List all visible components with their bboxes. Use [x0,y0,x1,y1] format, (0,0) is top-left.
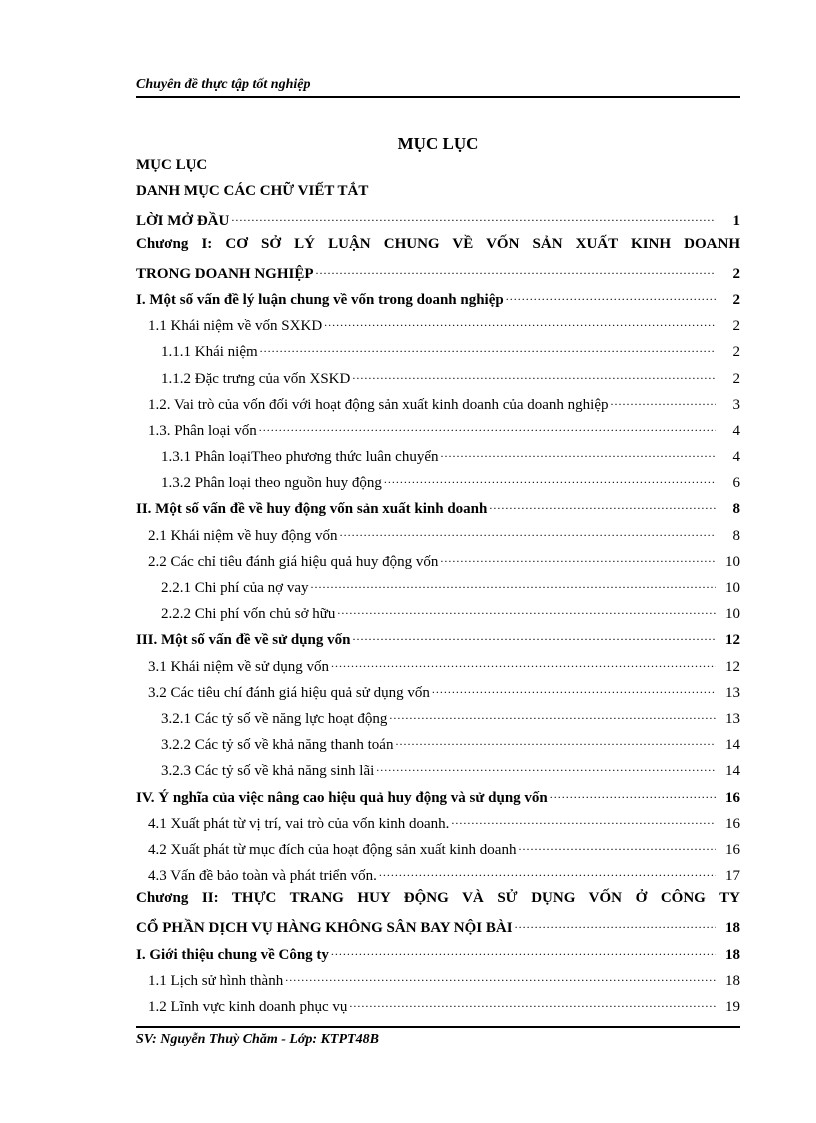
page-header: Chuyên đề thực tập tốt nghiệp [136,77,311,92]
toc-entry-text: II. Một số vấn đề về huy động vốn sản xuất kinh doanh [136,501,488,518]
toc-entry-text: 2.2 Các chỉ tiêu đánh giá hiệu quả huy động vốn [148,553,439,570]
toc-page-number: 1 [732,213,740,230]
toc-entry-text: 1.3. Phân loại vốn [148,422,257,439]
toc-page-number: 10 [725,606,740,623]
toc-entry[interactable] [136,890,740,916]
toc-entry-text: 3.2.2 Các tỷ số về khả năng thanh toán [161,737,394,754]
toc-entry[interactable] [136,236,740,262]
toc-entry-text: Chương I: CƠ SỞ LÝ LUẬN CHUNG VỀ VỐN SẢN XUẤT KINH DOANH [136,235,740,252]
table-of-contents [136,157,740,1021]
toc-dot-leader [331,943,716,959]
toc-entry-text: Chương II: THỰC TRANG HUY ĐỘNG VÀ SỬ DỤNG VỐN Ở CÔNG TY [136,890,740,907]
toc-entry[interactable] [136,733,740,759]
toc-page-number: 18 [725,972,740,989]
toc-dot-leader [337,602,716,618]
toc-dot-leader [285,969,716,985]
toc-page-number: 18 [725,946,740,963]
toc-page-number: 6 [732,475,740,492]
toc-dot-leader [331,655,716,671]
toc-entry-text: 4.1 Xuất phát từ vị trí, vai trò của vốn kinh doanh. [148,815,450,832]
toc-entry[interactable] [136,995,740,1021]
toc-entry-text: 2.2.2 Chi phí vốn chủ sở hữu [161,606,336,623]
toc-page-number: 17 [725,868,740,885]
toc-entry[interactable] [136,864,740,890]
toc-page-number: 2 [732,370,740,387]
toc-entry[interactable] [136,314,740,340]
toc-entry-text: 2.2.1 Chi phí của nợ vay [161,580,309,596]
toc-entry-text: LỜI MỞ ĐẦU [136,213,230,230]
toc-page-number: 13 [725,684,740,701]
toc-entry[interactable] [136,916,740,942]
toc-entry[interactable] [136,183,740,209]
toc-entry[interactable] [136,628,740,654]
toc-entry-text: 1.1.1 Khái niệm [161,344,258,361]
toc-dot-leader [395,733,716,749]
toc-entry-text: DANH MỤC CÁC CHỮ VIẾT TẮT [136,183,369,200]
toc-entry[interactable] [136,576,740,602]
toc-page-number: 16 [725,789,740,806]
toc-dot-leader [451,812,716,828]
toc-entry[interactable] [136,340,740,366]
toc-entry-text: 4.3 Vấn đề bảo toàn và phát triển vốn. [148,868,377,885]
toc-entry[interactable] [136,838,740,864]
toc-dot-leader [440,445,716,461]
toc-entry-text: III. Một số vấn đề về sử dụng vốn [136,632,351,649]
toc-dot-leader [340,524,716,540]
toc-entry[interactable] [136,157,740,183]
toc-page-number: 12 [725,632,740,649]
toc-dot-leader [352,628,716,644]
toc-page-number: 10 [725,553,740,570]
toc-page-number: 3 [732,396,740,413]
toc-page-number: 4 [732,422,740,439]
toc-entry[interactable] [136,393,740,419]
toc-page-number: 8 [732,501,740,518]
toc-dot-leader [324,314,716,330]
toc-entry[interactable] [136,288,740,314]
toc-page-number: 2 [732,344,740,361]
toc-dot-leader [376,759,716,775]
toc-dot-leader [349,995,716,1011]
toc-entry-text: TRONG DOANH NGHIỆP [136,265,314,282]
toc-entry-text: 1.3.2 Phân loại theo nguồn huy động [161,475,382,492]
toc-dot-leader [440,550,716,566]
toc-dot-leader [316,262,716,278]
toc-page-number: 16 [725,841,740,858]
toc-dot-leader [389,707,716,723]
toc-dot-leader [432,681,716,697]
toc-entry-text: 2.1 Khái niệm về huy động vốn [148,527,338,544]
toc-dot-leader [506,288,716,304]
toc-dot-leader [384,471,716,487]
page-footer: SV: Nguyễn Thuỳ Chăm - Lớp: KTPT48B [136,1032,379,1047]
toc-page-number: 8 [732,527,740,544]
toc-page-number: 14 [725,737,740,754]
toc-dot-leader [515,916,716,932]
toc-page-number: 16 [725,815,740,832]
toc-entry[interactable] [136,445,740,471]
toc-dot-leader [611,393,717,409]
toc-page-number: 10 [725,580,740,596]
toc-entry[interactable] [136,655,740,681]
toc-dot-leader [260,340,716,356]
toc-dot-leader [550,786,716,802]
toc-entry[interactable] [136,786,740,812]
toc-entry[interactable] [136,707,740,733]
header-rule [136,96,740,98]
toc-dot-leader [311,576,717,592]
toc-entry[interactable] [136,471,740,497]
toc-entry-text: 3.1 Khái niệm về sử dụng vốn [148,658,330,675]
toc-page-number: 19 [725,999,740,1015]
toc-entry[interactable] [136,524,740,550]
toc-entry-text: I. Giới thiệu chung về Công ty [136,946,329,963]
toc-page-number: 2 [732,318,740,335]
toc-entry[interactable] [136,681,740,707]
toc-entry-text: I. Một số vấn đề lý luận chung về vốn trong doanh nghiệp [136,291,504,308]
toc-page-number: 13 [725,710,740,727]
toc-entry-text: 1.2 Lĩnh vực kinh doanh phục vụ [148,999,348,1015]
toc-entry[interactable] [136,943,740,969]
toc-page-number: 14 [725,763,740,780]
toc-title: MỤC LỤC [397,134,479,153]
toc-entry-text: MỤC LỤC [136,157,208,173]
toc-entry-text: 3.2.1 Các tỷ số về năng lực hoạt động [161,710,388,727]
toc-entry-text: 3.2.3 Các tỷ số về khả năng sinh lãi [161,763,375,780]
toc-entry-text: 3.2 Các tiêu chí đánh giá hiệu quả sử dụng vốn [148,684,430,701]
toc-page-number: 2 [732,265,740,282]
toc-dot-leader [379,864,716,880]
toc-entry-text: IV. Ý nghĩa của việc nâng cao hiệu quả huy động và sử dụng vốn [136,789,548,806]
toc-dot-leader [259,419,716,435]
toc-entry[interactable] [136,497,740,523]
toc-entry[interactable] [136,419,740,445]
toc-entry[interactable] [136,812,740,838]
toc-page-number: 2 [732,291,740,308]
toc-dot-leader [518,838,716,854]
toc-entry[interactable] [136,550,740,576]
toc-entry[interactable] [136,262,740,288]
toc-dot-leader [352,367,716,383]
toc-entry-text: CỔ PHẦN DỊCH VỤ HÀNG KHÔNG SÂN BAY NỘI BÀI [136,920,513,937]
toc-entry-text: 4.2 Xuất phát từ mục đích của hoạt động sản xuất kinh doanh [148,841,517,858]
toc-entry-text: 1.1.2 Đặc trưng của vốn XSKD [161,370,351,387]
toc-entry-text: 1.3.1 Phân loạiTheo phương thức luân chuyển [161,449,439,466]
toc-entry[interactable] [136,969,740,995]
toc-entry-text: 1.1 Khái niệm về vốn SXKD [148,318,323,335]
toc-entry[interactable] [136,209,740,235]
toc-dot-leader [489,497,716,513]
toc-page-number: 18 [725,920,740,937]
toc-entry[interactable] [136,367,740,393]
toc-page-number: 12 [725,658,740,675]
toc-dot-leader [231,209,716,225]
toc-entry[interactable] [136,602,740,628]
footer-rule [136,1026,740,1028]
toc-entry-text: 1.1 Lịch sử hình thành [148,972,284,989]
toc-page-number: 4 [732,449,740,466]
toc-entry[interactable] [136,759,740,785]
toc-entry-text: 1.2. Vai trò của vốn đối với hoạt động sản xuất kinh doanh của doanh nghiệp [148,396,609,413]
